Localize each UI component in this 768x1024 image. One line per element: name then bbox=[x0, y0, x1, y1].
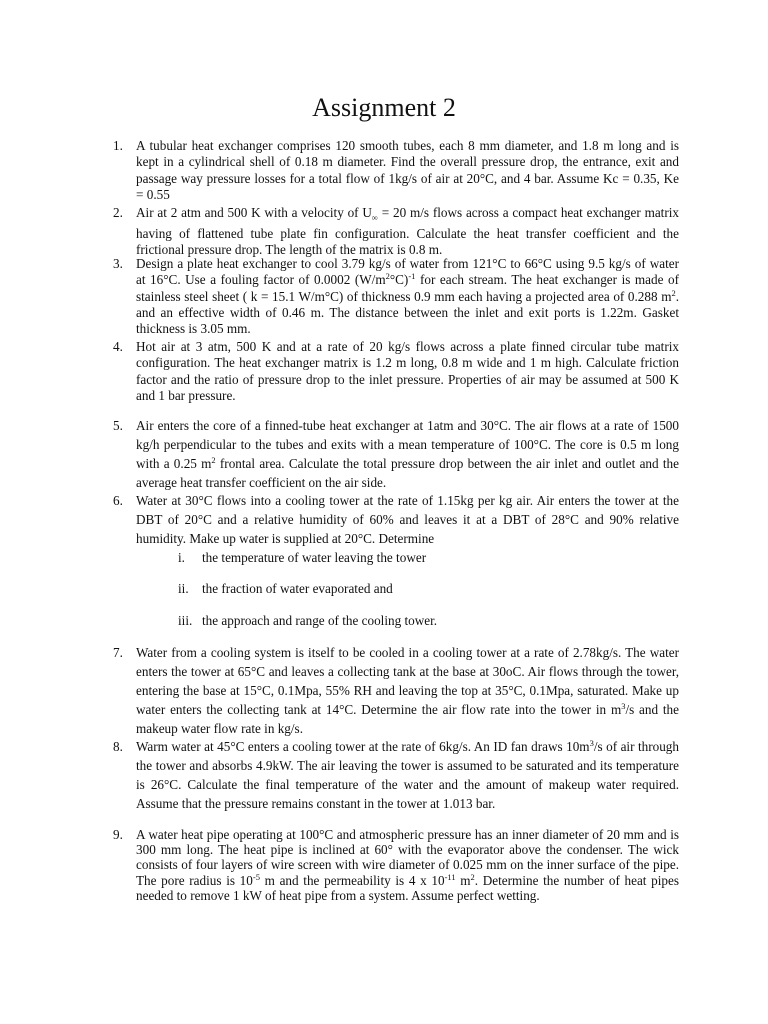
question-5 bbox=[113, 416, 679, 492]
question-1 bbox=[113, 138, 679, 203]
question-9 bbox=[113, 827, 679, 903]
question-text: Hot air at 3 atm, 500 K and at a rate of 20 kg/s flows across a plate finned circular tube matrix configuration. The heat exchanger matrix is 1.2 m long, 0.8 m wide and 1 m high. Calculate friction factor and the ratio of pressure drop to the inlet pressure. Properties of air may be assumed at 500 K and 1 bar pressure. bbox=[136, 339, 679, 403]
question-number: 4. bbox=[113, 339, 123, 354]
question-number: 1. bbox=[113, 138, 123, 153]
question-number: 6. bbox=[113, 493, 123, 508]
question-text: Warm water at 45°C enters a cooling tower at the rate of 6kg/s. An ID fan draws $10m^3/s$ of air through the tower and absorbs 4.9kW. The air leaving the tower is assumed to be saturated and its temperature is 26°C. Calculate the final temperature of the water and the amount of makeup water required. Assume that the pressure remains constant in the tower at 1.013 bar. bbox=[136, 738, 679, 811]
sub-item: iii. the approach and range of the cooling tower. bbox=[178, 613, 438, 628]
question-number: 5. bbox=[113, 418, 123, 433]
question-6 bbox=[113, 491, 679, 548]
sub-item: ii. the fraction of water evaporated and bbox=[178, 581, 393, 596]
question-text: Design a plate heat exchanger to cool 3.79 kg/s of water from 121°C to 66°C using 9.5 kg/s of water at 16°C. Use a fouling factor of 0.0002 $(W/m^2^\circ C)^{-1}$ for each stream. The heat exchanger is made of stainless steel sheet ( k = 15.1 W/m°C) of thickness 0.9 mm each having a projected area of 0.288 $m^2$. and an effective width of 0.46 m. The distance between the inlet and exit ports is 1.22m. Gasket thickness is 3.05 mm. bbox=[136, 256, 679, 337]
question-number: 3. bbox=[113, 256, 123, 271]
question-3 bbox=[113, 256, 679, 337]
question-text: Air at 2 atm and 500 K with a velocity of $U_\infty = 20$ m/s flows across a compact heat exchanger matrix having of flattened tube plate fin configuration. Calculate the heat transfer coefficient and the frictional pressure drop. The length of the matrix is 0.8 m. bbox=[136, 205, 679, 258]
page-title: Assignment 2 bbox=[312, 93, 456, 122]
question-2 bbox=[113, 205, 679, 259]
question-text: Water from a cooling system is itself to be cooled in a cooling tower at a rate of 2.78kg/s. The water enters the tower at 65°C and leaves a collecting tank at the base at 30oC. Air flows through the tower, entering the base at 15°C, 0.1Mpa, 55% RH and leaving the top at 35°C, 0.1Mpa, saturated. Make up water enters the collecting tank at 14°C. Determine the air flow rate into the tower in $m^3/s$ and the makeup water flow rate in kg/s. bbox=[136, 645, 679, 736]
question-text: Water at 30°C flows into a cooling tower at the rate of 1.15kg per kg air. Air enters the tower at the DBT of 20°C and a relative humidity of 60% and leaves it at a DBT of 28°C and 90% relative humidity. Make up water is supplied at 20°C. Determine bbox=[136, 493, 679, 546]
question-number: 2. bbox=[113, 205, 123, 220]
question-7 bbox=[113, 643, 679, 738]
question-number: 7. bbox=[113, 645, 123, 660]
question-text: A water heat pipe operating at 100°C and atmospheric pressure has an inner diameter of 20 mm and is 300 mm long. The heat pipe is inclined at 60° with the evaporator above the condenser. The wick consists of four layers of wire screen with wire diameter of 0.025 mm on the inner surface of the pipe. The pore radius is $10^{-5}$ m and the permeability is 4 x $10^{-11}$ $m^2$. Determine the number of heat pipes needed to remove 1 kW of heat pipe from a system. Assume perfect wetting. bbox=[136, 827, 679, 903]
sub-item: i. the temperature of water leaving the tower bbox=[178, 550, 427, 565]
question-4 bbox=[113, 339, 679, 404]
question-number: 9. bbox=[113, 827, 123, 842]
question-8 bbox=[113, 737, 679, 813]
question-text: A tubular heat exchanger comprises 120 smooth tubes, each 8 mm diameter, and 1.8 m long and is kept in a cylindrical shell of 0.18 m diameter. Find the overall pressure drop, the entrance, exit and passage way pressure losses for a total flow of 1kg/s of air at 20°C, and 4 bar. Assume Kc = 0.35, Ke = 0.55 bbox=[136, 138, 679, 202]
question-number: 8. bbox=[113, 739, 123, 754]
question-text: Air enters the core of a finned-tube heat exchanger at 1atm and 30°C. The air flows at a rate of 1500 kg/h perpendicular to the tubes and exits with a mean temperature of 100°C. The core is 0.5 m long with a 0.25 $m^2$ frontal area. Calculate the total pressure drop between the air inlet and outlet and the average heat transfer coefficient on the air side. bbox=[136, 418, 679, 490]
